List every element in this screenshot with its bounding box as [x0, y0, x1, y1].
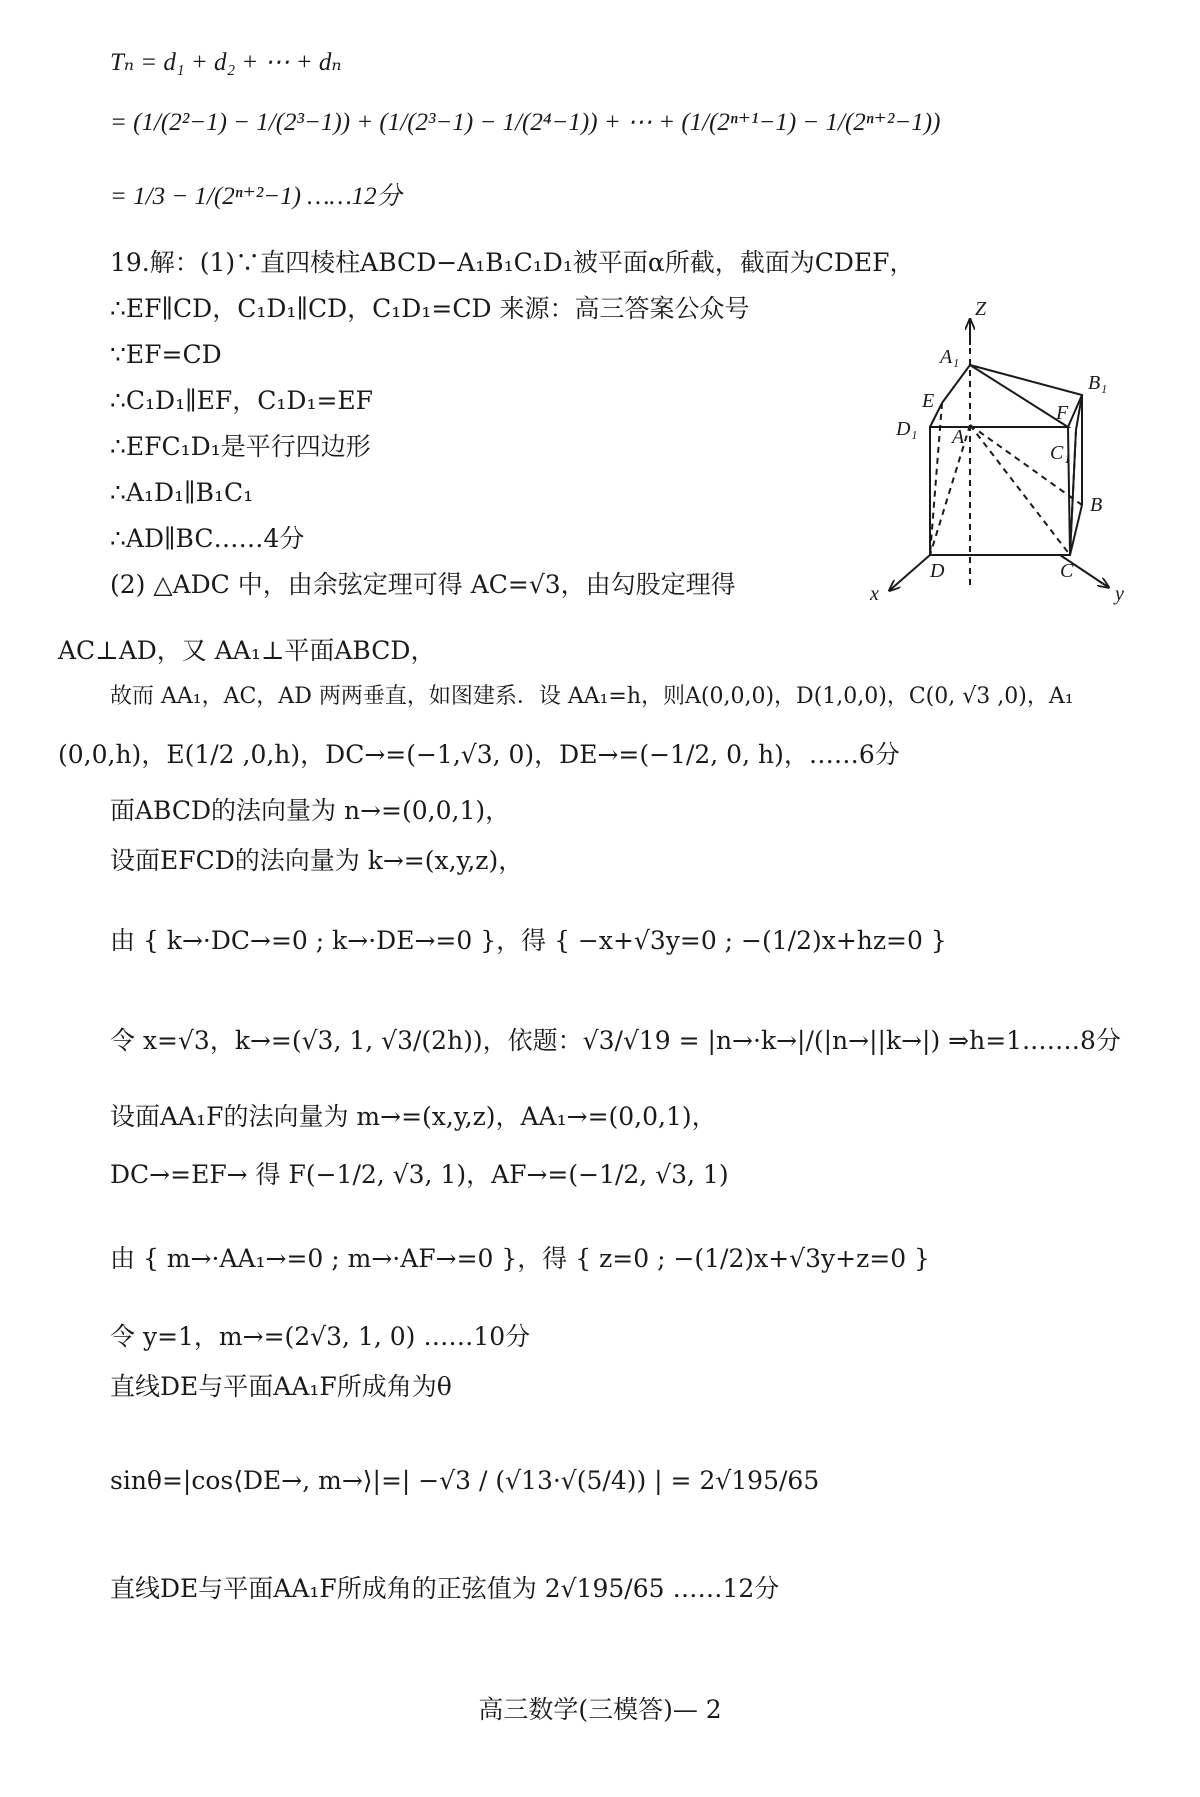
vertex-a1: A₁	[940, 346, 960, 368]
line-2: = (1/(2²−1) − 1/(2³−1)) + (1/(2³−1) − 1/(2⁴−1)) + ⋯ + (1/(2ⁿ⁺¹−1) − 1/(2ⁿ⁺²−1))	[110, 109, 941, 136]
axis-label-x: x	[870, 583, 879, 605]
page-footer: 高三数学(三模答)— 2	[478, 1695, 722, 1724]
prism-figure	[860, 285, 1160, 605]
line-7: ∴C₁D₁∥EF，C₁D₁=EF	[110, 386, 374, 415]
line-11: (2) △ADC 中，由余弦定理可得 AC=√3，由勾股定理得	[110, 570, 736, 599]
line-18: 令 x=√3，k→=(√3, 1, √3/(2h))，依题：√3/√19 = |n→·k→|/(|n→||k→|) ⇒h=1.……8分	[110, 1026, 1121, 1055]
line-15: 面ABCD的法向量为 n→=(0,0,1)，	[110, 796, 511, 825]
line-10: ∴AD∥BC……4分	[110, 524, 305, 553]
line-8: ∴EFC₁D₁是平行四边形	[110, 432, 371, 461]
vertex-f: F	[1056, 402, 1069, 424]
x-axis	[890, 555, 930, 590]
line-25: 直线DE与平面AA₁F所成角的正弦值为 2√195/65 ……12分	[110, 1574, 780, 1603]
line-1: Tₙ = d₁ + d₂ + ⋯ + dₙ	[110, 49, 342, 76]
line-9: ∴A₁D₁∥B₁C₁	[110, 478, 254, 507]
vertex-c: C	[1060, 560, 1074, 582]
line-14: (0,0,h)，E(1/2 ,0,h)，DC→=(−1,√3, 0)，DE→=(−1/2, 0, h)，……6分	[58, 740, 900, 769]
line-20: DC→=EF→ 得 F(−1/2, √3, 1)，AF→=(−1/2, √3, 1)	[110, 1160, 729, 1189]
line-19: 设面AA₁F的法向量为 m→=(x,y,z)，AA₁→=(0,0,1)，	[110, 1102, 717, 1131]
line-23: 直线DE与平面AA₁F所成角为θ	[110, 1372, 452, 1401]
vertex-d1: D₁	[896, 418, 918, 440]
vertex-a: A	[952, 426, 965, 448]
vertex-b: B	[1090, 494, 1103, 516]
line-12: AC⊥AD，又 AA₁⊥平面ABCD，	[58, 636, 436, 665]
line-5: ∴EF∥CD，C₁D₁∥CD，C₁D₁=CD 来源：高三答案公众号	[110, 294, 750, 323]
line-22: 令 y=1，m→=(2√3, 1, 0) ……10分	[110, 1322, 531, 1351]
line-17: 由 { k→·DC→=0 ; k→·DE→=0 }，得 { −x+√3y=0 ; −(1/2)x+hz=0 }	[110, 926, 947, 955]
axis-label-y: y	[1115, 583, 1124, 605]
vertex-b1: B₁	[1088, 372, 1108, 394]
vertex-d: D	[930, 560, 945, 582]
vertex-c1: C₁	[1050, 442, 1071, 464]
axis-label-z: Z	[975, 298, 987, 320]
vertex-e: E	[922, 390, 935, 412]
line-16: 设面EFCD的法向量为 k→=(x,y,z)，	[110, 846, 524, 875]
line-6: ∵EF=CD	[110, 340, 222, 369]
line-24: sinθ=|cos⟨DE→, m→⟩|=| −√3 / (√13·√(5/4)) | = 2√195/65	[110, 1466, 820, 1495]
line-3: = 1/3 − 1/(2ⁿ⁺²−1) ……12分	[110, 183, 402, 210]
line-13: 故而 AA₁，AC，AD 两两垂直，如图建系．设 AA₁=h，则A(0,0,0)，D(1,0,0)，C(0, √3 ,0)，A₁	[110, 684, 1074, 709]
line-4: 19.解：(1)∵直四棱柱ABCD−A₁B₁C₁D₁被平面α所截，截面为CDEF，	[110, 248, 915, 277]
line-21: 由 { m→·AA₁→=0 ; m→·AF→=0 }，得 { z=0 ; −(1/2)x+√3y+z=0 }	[110, 1244, 930, 1273]
